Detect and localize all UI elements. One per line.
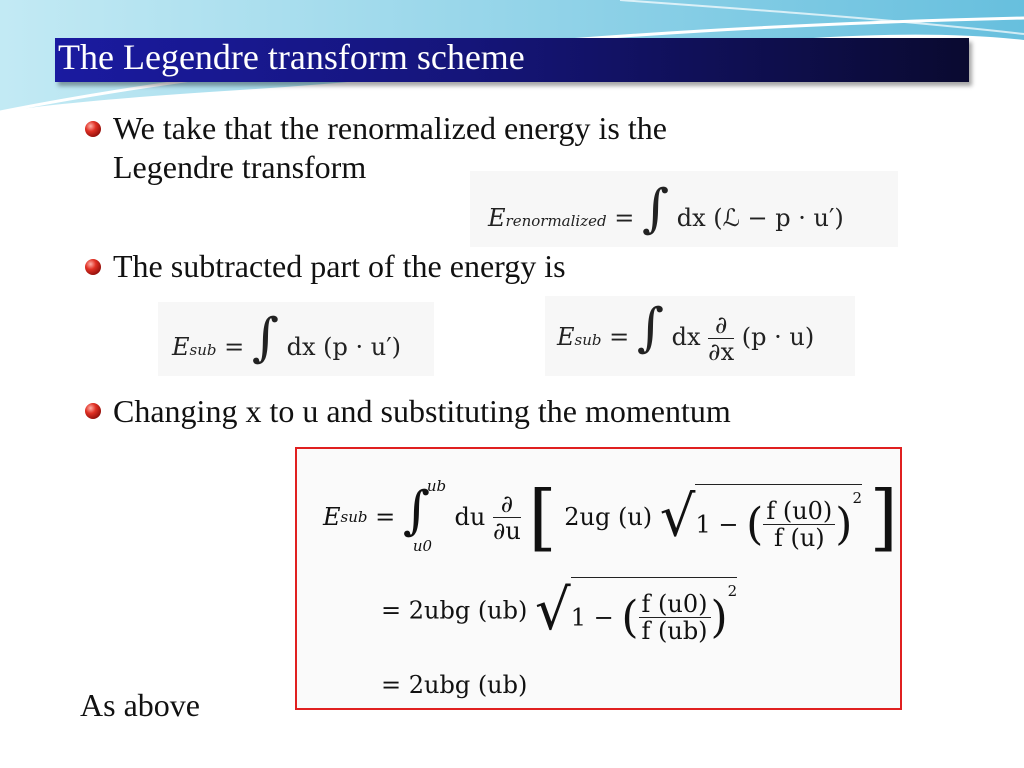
bullet-3-line-1: Changing x to u and substituting the momentum [113, 393, 731, 429]
integral-sign: ∫ [636, 298, 664, 358]
frac-den: ∂u [493, 516, 521, 545]
bullet-icon [85, 403, 101, 419]
eq-equals: = [609, 323, 630, 351]
frac-den: f (u) [773, 523, 825, 552]
boxed-equation [295, 447, 902, 710]
bullet-1-line-2: Legendre transform [113, 149, 367, 185]
partial-derivative [708, 312, 734, 365]
frac-den: ∂x [708, 338, 735, 366]
equation-renormalized-energy [470, 171, 898, 247]
eq-differential: du [454, 503, 486, 531]
eq-line-2-lead: = 2ubg (ub) [381, 596, 528, 625]
eq-lhs-sub: sub [340, 508, 368, 526]
boxed-equation-line-1 [323, 475, 898, 559]
upper-limit: ub [426, 477, 447, 495]
eq-lhs: E [557, 323, 575, 351]
frac-num: ∂ [708, 312, 734, 339]
eq-lhs: E [172, 333, 190, 361]
eq-lhs-sub: sub [574, 331, 602, 349]
sqrt-sign: √ [659, 484, 696, 550]
eq-term: 2ug (u) [564, 503, 653, 531]
eq-differential: dx [671, 323, 701, 351]
bullet-1-line-1: We take that the renormalized energy is the [113, 110, 667, 146]
sqrt-body: 1 − ( $\frac{f (u0)}{f (ub)}$ )$^2$ [571, 577, 738, 644]
bracket-open: [ [528, 475, 557, 559]
integral-sign: ∫ [641, 179, 670, 239]
bullet-icon [85, 121, 101, 137]
ratio-fraction [639, 591, 711, 644]
equation-subtracted-energy [158, 302, 434, 376]
boxed-equation-line-2: = 2ubg (ub) √1 − ( $\frac{f (u0)}{f (ub)}$ )$^2$ [381, 578, 738, 645]
eq-lhs-sub: renormalized [505, 212, 607, 230]
eq-lhs: E [323, 503, 341, 531]
power: 2 [852, 488, 862, 507]
integral-sign: ∫ [251, 308, 279, 368]
eq-equals: = [375, 503, 396, 531]
frac-num: f (u0) [763, 498, 835, 525]
frac-den: f (ub) [641, 617, 708, 645]
eq-one-minus: 1 − [570, 603, 614, 632]
eq-equals: = [224, 333, 245, 361]
eq-line-3: = 2ubg (ub) [381, 671, 528, 699]
partial-derivative [493, 491, 521, 544]
eq-lhs-sub: sub [189, 341, 217, 359]
eq-body: dx (ℒ − p · u′) [676, 204, 844, 232]
integral-sign: ∫ [402, 481, 430, 541]
eq-equals: = [614, 204, 635, 232]
sqrt-body: 1 − ( $\frac{f (u0)}{f (u)}$ )$^2$ [695, 484, 862, 551]
eq-lhs: E [488, 204, 506, 232]
boxed-equation-line-3 [381, 671, 527, 699]
bullet-icon [85, 259, 101, 275]
eq-one-minus: 1 − [695, 510, 739, 538]
frac-num: f (u0) [639, 591, 711, 618]
equation-subtracted-energy-derivative [545, 296, 855, 376]
frac-num: ∂ [493, 491, 521, 518]
bullet-2-line-1: The subtracted part of the energy is [113, 248, 566, 284]
bracket-close: ] [869, 475, 898, 559]
eq-body: dx (p · u′) [286, 333, 402, 361]
lower-limit: u0 [412, 537, 433, 555]
integral-with-limits [403, 477, 447, 557]
as-above-text: As above [80, 687, 200, 723]
ratio-fraction [763, 498, 835, 551]
eq-body: (p · u) [741, 323, 815, 351]
slide-title: The Legendre transform scheme [58, 37, 525, 77]
power: 2 [727, 582, 738, 600]
